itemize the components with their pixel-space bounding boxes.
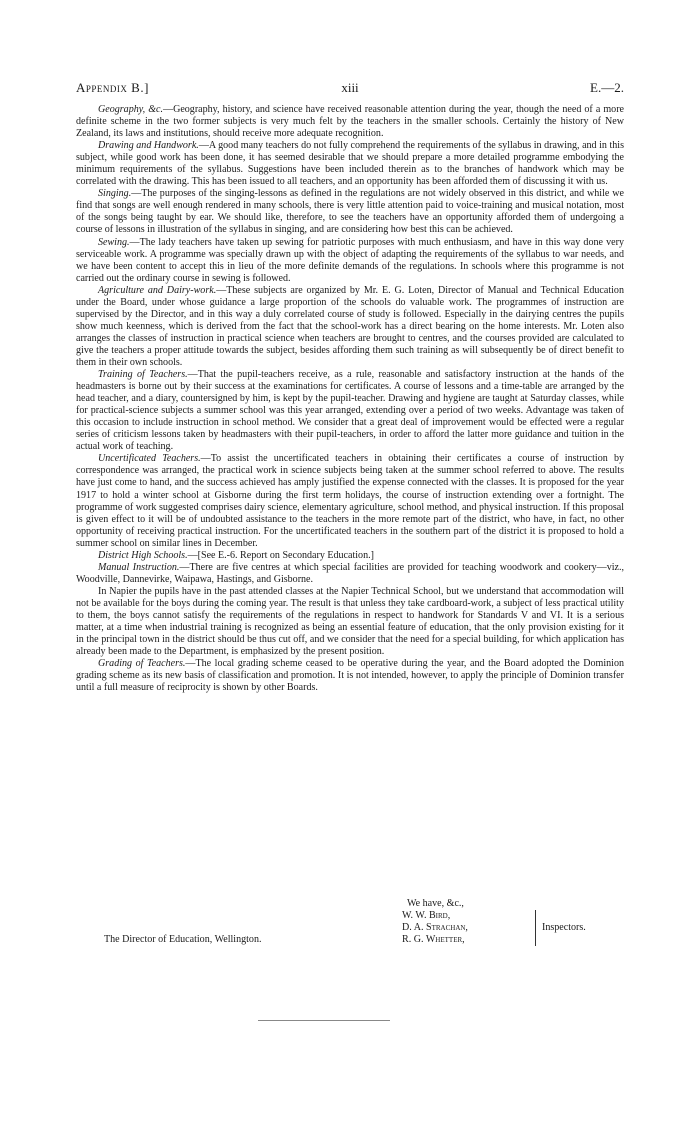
paragraph-title: Drawing and Handwork. (98, 140, 199, 152)
paragraph-text: —The local grading scheme ceased to be operative during the year, and the Board adopted the Dominion grading scheme as its new basis of classification and promotion. It is not intended, however, to apply the principle of Dominion transfer until a full measure of reciprocity is shown by other Boards. (76, 658, 624, 694)
paragraph-title: District High Schools. (98, 549, 188, 561)
paragraph-text: —That the pupil-teachers receive, as a rule, reasonable and satisfactory instruction at the hands of the headmasters is borne out by their success at the examinations for certificates. A course of lessons and a time-table are arranged by the head teacher, and a diary, countersigned by him, is kept by the pupil-teacher. Drawing and hygiene are taught at Saturday classes, while for practical-science subjects a summer school was this year arranged, extending over a period of two weeks. Advantage was taken of this occasion to include instruction in school method. We consider that a great deal of improvement would be effected were a regular series of criticism lessons taken by headmasters with their pupil-teachers, in order to afford the latter more guidance and tuition in the actual work of teaching. (76, 369, 624, 453)
paragraph-title: Training of Teachers. (98, 369, 188, 381)
signatory-name: W. W. Bird, (402, 910, 451, 921)
report-body (76, 104, 624, 694)
paragraph-text: —To assist the uncertificated teachers in obtaining their certificates a course of instruction by correspondence was arranged, the practical work in science subjects being taken at the summer school referred to above. The results have just come to hand, and the success achieved has amply justified the expense connected with the classes. It is proposed for the year 1917 to hold a winter school at Gisborne during the first term holidays, the course of instruction extending over a fortnight. The programme of work suggested comprises dairy science, elementary agriculture, school method, and physical instruction. If this proposal is given effect to it will be of undoubted assistance to the teachers in the more remote part of the district, who have, in fact, no other opportunity of receiving practical instruction. For the uncertificated teachers in the southern part of the district it is proposed to hold a summer school on similar lines in December. (76, 453, 624, 549)
signatory-name: D. A. Strachan, (402, 922, 468, 933)
paragraph-text: —The lady teachers have taken up sewing for patriotic purposes with much enthusiasm, and have in this way done very serviceable work. A programme was specially drawn up with the object of adapting the requirements of the syllabus to war needs, and we have been content to accept this in lieu of the more definite demands of the regulations. In schools where this programme is not carried out the ordinary course in sewing is followed. (76, 236, 624, 284)
paragraph-text: In Napier the pupils have in the past attended classes at the Napier Technical School, but we understand that accommodation will not be available for the boys during the coming year. The result is that unless they take cardboard-work, a subject of less practical utility to them, the boys cannot satisfy the requirements of the regulations in respect to handwork for Standards V and VI. It is a serious matter, at a time when industrial training is recognized as being an essential feature of education, that the only provision existing for it in the principal town in the district should be thus cut off, and we consider that the need for a special building, for which application has already been made to the Department, is emphasized by the present position. (76, 585, 624, 658)
paragraph-manual-instruction (76, 562, 624, 586)
paragraph-title: Agriculture and Dairy-work. (98, 284, 217, 296)
paragraph-training (76, 369, 624, 453)
page-number: xiii (341, 80, 359, 95)
appendix-label: Appendix B.] (76, 80, 149, 95)
paragraph-geography (76, 104, 624, 140)
paragraph-sewing (76, 237, 624, 285)
paragraph-agriculture (76, 285, 624, 369)
addressee: The Director of Education, Wellington. (104, 934, 262, 945)
paragraph-text: —These subjects are organized by Mr. E. G. Loten, Director of Manual and Technical Education under the Board, under whose guidance a large proportion of the schools do valuable work. The programmes of instruction are supervised by the Director, and in this way a duly correlated course of study is followed. Especially in the dairying centres the pupils show much keenness, which is derived from the fact that the school-work has a direct bearing on the home interests. Mr. Loten also arranges the classes of instruction in practical science when teachers are brought to centres, and the courses provided are calculated to give the teachers a proper attitude towards the subject, besides affording them such training as will subsequently be of direct benefit to them in their own schools. (76, 284, 624, 368)
signatory-role: Inspectors. (542, 922, 586, 933)
paragraph-text: —There are five centres at which special facilities are provided for teaching woodwork and cookery—viz., Woodville, Dannevirke, Waipawa, Hastings, and Gisborne. (76, 561, 624, 585)
paragraph-title: Manual Instruction. (98, 561, 180, 573)
paragraph-napier (76, 586, 624, 658)
paragraph-text: —The purposes of the singing-lessons as defined in the regulations are not widely observed in this district, and while we find that songs are well enough rendered in many schools, there is very little attention paid to voice-training and musical notation, most of the songs being taught by ear. We should like, therefore, to see the teachers have an opportunity afforded them of undergoing a course of lessons in illustration of the syllabus in singing, and are considering how best this can be achieved. (76, 188, 624, 236)
paragraph-district-high-schools (76, 550, 624, 562)
paragraph-singing (76, 188, 624, 236)
paragraph-title: Geography, &c. (98, 104, 164, 115)
paragraph-uncertificated (76, 453, 624, 549)
signatory-brace (529, 910, 536, 946)
page-header (76, 80, 624, 100)
paragraph-title: Singing. (98, 188, 132, 200)
signatory-name: R. G. Whetter, (402, 934, 465, 945)
paragraph-text: —A good many teachers do not fully comprehend the requirements of the syllabus in drawing, and in this subject, while good work has been done, it has seemed desirable that we should prepare a more detailed programme embodying the minimum requirements of the syllabus. Suggestions have been included therein as to the branches of handwork which may be correlated with the drawing. This has been issued to all teachers, and an opportunity has been afforded them of discussing it with us. (76, 140, 624, 188)
paragraph-grading (76, 658, 624, 694)
paragraph-title: Uncertificated Teachers. (98, 453, 201, 465)
valediction: We have, &c., (407, 898, 464, 909)
paragraph-text: —Geography, history, and science have received reasonable attention during the year, though the need of a more definite scheme in the two former subjects is very much felt by the teachers in the smaller schools. Certainly the history of New Zealand, its laws and institutions, should receive more adequate recognition. (76, 104, 624, 140)
document-reference: E.—2. (590, 80, 624, 95)
footer-divider (258, 1020, 390, 1021)
paragraph-title: Grading of Teachers. (98, 658, 186, 670)
paragraph-drawing (76, 140, 624, 188)
paragraph-text: —[See E.-6. Report on Secondary Education.] (187, 549, 374, 561)
paragraph-title: Sewing. (98, 236, 130, 248)
closing-block (76, 898, 624, 948)
